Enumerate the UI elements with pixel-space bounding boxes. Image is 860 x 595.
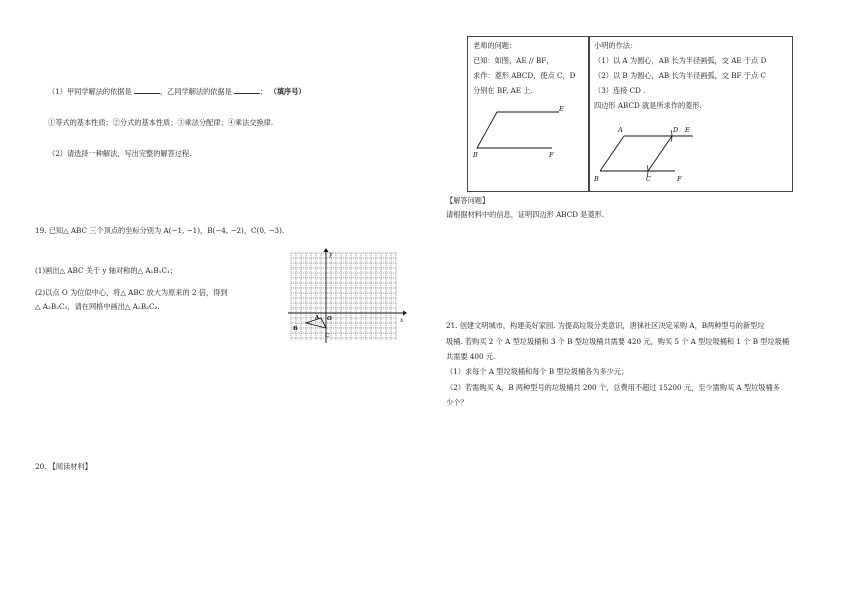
q18-options: ①等式的基本性质；②分式的基本性质；③乘法分配律；④乘法交换律. [48, 118, 274, 127]
q18-part1 [48, 86, 306, 97]
q18-part1-text-c: ； [260, 87, 268, 96]
ming-label-a: A [618, 126, 623, 134]
q18-part1-text-a: （1）甲同学解法的依据是 [48, 87, 132, 96]
q18-part1-note: （填序号） [269, 87, 306, 96]
ming-figure [589, 116, 709, 186]
ming-line-4: （3）连接 CD . [594, 86, 646, 95]
q18-part1-text-b: ，乙同学解法的依据是 [159, 87, 232, 96]
teacher-lines [477, 112, 559, 148]
q21-line-3: 共需要 400 元. [446, 352, 496, 361]
point-a-label: A [315, 315, 320, 321]
q21-part-2-line-1: （2）若需购买 A，B 两种型号的垃圾桶共 200 个，总费用不超过 15200 元，至少需购买 A 型垃圾桶多 [446, 383, 780, 392]
teacher-line-4: 分别在 BF, AE 上. [473, 86, 533, 95]
q21-part-1: （1）求每个 A 型垃圾桶和每个 B 型垃圾桶各为多少元； [446, 367, 629, 376]
point-b-label: B [293, 326, 298, 332]
q21-line-1: 21. 创建文明城市，构建美好家园. 为提高垃圾分类意识，唐徕社区决定采购 A，B两种型号的新型垃 [446, 321, 765, 330]
teacher-line-1: 老师的问题： [473, 41, 517, 50]
answer-blank-1[interactable] [134, 86, 160, 94]
q19-part2-line2: △ A₂B₂C₂，请在网格中画出△ A₂B₂C₂. [35, 302, 160, 311]
teacher-label-f: F [549, 151, 554, 159]
x-axis-label: x [400, 317, 404, 324]
y-axis-arrow [324, 248, 329, 252]
q21-part-2-line-2: 少个？ [446, 398, 468, 407]
teacher-label-b: B [473, 151, 478, 159]
teacher-line-3: 求作：菱形 ABCD，使点 C，D [473, 71, 576, 80]
q21-line-2: 圾桶. 若购买 2 个 A 型垃圾桶和 3 个 B 型垃圾桶共需要 420 元，购买 5 个 A 型垃圾桶和 1 个 B 型垃圾桶 [446, 337, 790, 346]
answer-blank-2[interactable] [234, 86, 260, 94]
ming-line-5: 四边形 ABCD 就是所求作的菱形. [594, 101, 702, 110]
ming-label-f: F [677, 175, 682, 183]
ming-label-b: B [594, 175, 599, 183]
y-axis-label: y [329, 251, 333, 258]
ming-label-d: D [673, 126, 679, 134]
solve-heading: 【解答问题】 [446, 196, 490, 205]
ming-line-1: 小明的作法： [594, 41, 638, 50]
q19-part1: (1)画出△ ABC 关于 y 轴对称的△ A₁B₁C₁； [35, 266, 178, 275]
q19-part2-line1: (2)以点 O 为位似中心，将△ ABC 放大为原来的 2 倍，得到 [35, 288, 228, 297]
ming-label-e: E [685, 126, 690, 134]
teacher-line-2: 已知：如图，AE // BF， [473, 56, 554, 65]
ming-line-2: （1）以 A 为圆心，AB 长为半径画弧，交 AE 于点 D [594, 56, 767, 65]
point-c-label: C [325, 333, 330, 339]
ming-line-3: （2）以 B 为圆心，AB 长为半径画弧，交 BF 于点 C [594, 71, 766, 80]
teacher-figure [468, 100, 586, 162]
origin-label: O [327, 316, 332, 322]
solve-text: 请根据材料中的信息，证明四边形 ABCD 是菱形. [446, 210, 605, 219]
ming-label-c: C [646, 175, 651, 183]
q19-stem: 19. 已知△ ABC 三个顶点的坐标分别为 A(−1, −1)，B(−4, −2)，C(0, −3). [35, 226, 285, 235]
q20-heading: 20. 【阅读材料】 [35, 462, 92, 471]
teacher-label-e: E [559, 105, 564, 113]
q18-part2: （2）请选择一种解法，写出完整的解答过程. [48, 149, 192, 158]
x-axis-arrow [403, 311, 407, 316]
coordinate-grid-figure [286, 248, 408, 344]
